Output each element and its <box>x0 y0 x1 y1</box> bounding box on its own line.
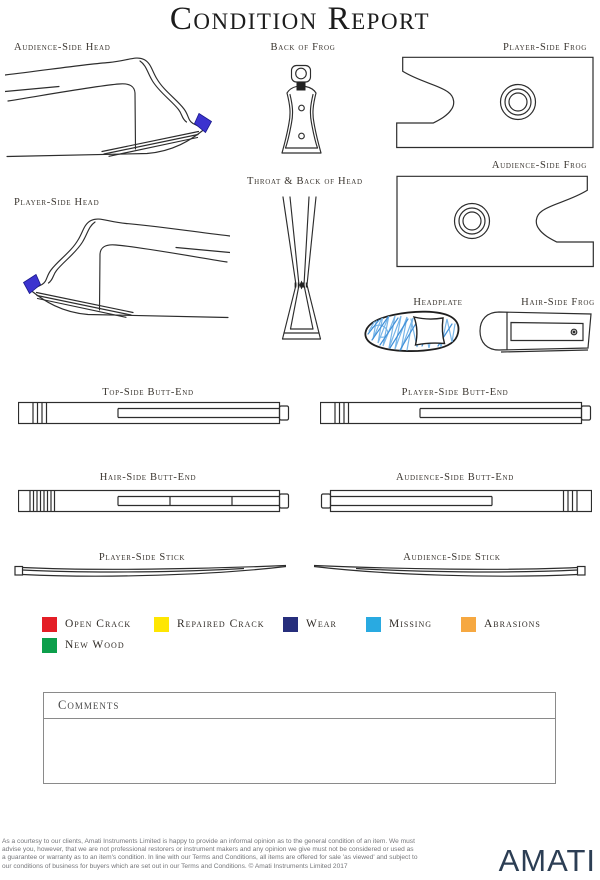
disclaimer-text <box>2 838 444 871</box>
butt-end-outline <box>19 403 289 424</box>
legend-item-open-crack <box>42 617 131 632</box>
throat-outline <box>283 197 321 339</box>
label-audience-side-butt-end: Audience-Side Butt-End <box>396 472 514 483</box>
amati-logo: AMATI <box>498 843 596 878</box>
legend-label: Wear <box>306 618 337 630</box>
stick-outline <box>314 566 585 577</box>
audience-side-frog-drawing <box>395 175 595 268</box>
legend-item-abrasions <box>461 617 541 632</box>
legend-item-missing <box>366 617 432 632</box>
legend-label: Repaired Crack <box>177 618 265 630</box>
back-of-frog-drawing <box>277 63 327 159</box>
player-side-butt-end-drawing <box>320 399 592 427</box>
stick-outline <box>15 566 286 577</box>
page-title: Condition Report <box>169 1 431 37</box>
label-audience-side-stick: Audience-Side Stick <box>403 552 501 563</box>
label-top-side-butt-end: Top-Side Butt-End <box>102 387 194 398</box>
label-back-of-frog: Back of Frog <box>270 42 336 53</box>
label-hair-side-frog: Hair-Side Frog <box>521 297 595 308</box>
disclaimer-line: a guarantee or warranty as to an item's condition. In line with our Terms and Conditions, all items are offered for sale 'as viewed' and subject to <box>2 854 418 862</box>
disclaimer-line: our conditions of business for buyers which are set out in our Terms and Conditions. © Amati Instruments Limited 2017 <box>2 862 348 870</box>
label-headplate: Headplate <box>413 297 463 308</box>
comments-label: Comments <box>58 698 120 712</box>
hair-side-frog-outline <box>480 312 591 352</box>
bow-head-outline <box>31 219 230 317</box>
label-audience-side-head: Audience-Side Head <box>14 42 111 53</box>
label-player-side-stick: Player-Side Stick <box>98 552 186 563</box>
legend-swatch-abrasions <box>461 617 476 632</box>
legend-item-new-wood <box>42 638 125 653</box>
legend-label: New Wood <box>65 639 125 651</box>
legend-swatch-wear <box>283 617 298 632</box>
butt-end-outline <box>321 403 591 424</box>
legend-item-wear <box>283 617 337 632</box>
label-player-side-frog: Player-Side Frog <box>503 42 587 53</box>
disclaimer-line: advise you, however, that we are not professional restorers or instrument makers and any opinion we give must not be considered or used as <box>2 846 414 854</box>
label-hair-side-butt-end: Hair-Side Butt-End <box>99 472 197 483</box>
label-throat-back-of-head: Throat & Back of Head <box>247 176 363 187</box>
frog-back-outline <box>282 66 321 154</box>
frog-side-outline <box>397 176 593 266</box>
legend-swatch-missing <box>366 617 381 632</box>
audience-side-stick-drawing <box>310 563 586 579</box>
bow-head-outline <box>5 58 204 156</box>
player-side-stick-drawing <box>14 563 290 579</box>
butt-end-outline <box>322 491 592 512</box>
legend-label: Missing <box>389 618 433 630</box>
audience-side-butt-end-drawing <box>320 487 592 515</box>
headplate-mortise <box>414 317 445 345</box>
frog-side-outline <box>397 57 593 147</box>
legend-swatch-repaired-crack <box>154 617 169 632</box>
label-audience-side-frog: Audience-Side Frog <box>491 160 587 171</box>
legend-item-repaired-crack <box>154 617 265 632</box>
label-player-side-butt-end: Player-Side Butt-End <box>401 387 509 398</box>
comments-header <box>44 693 555 719</box>
audience-side-head-drawing <box>5 53 230 165</box>
legend-swatch-new-wood <box>42 638 57 653</box>
label-player-side-head: Player-Side Head <box>14 197 100 208</box>
comments-input[interactable] <box>44 719 555 782</box>
hair-side-butt-end-drawing <box>18 487 290 515</box>
butt-end-outline <box>19 491 289 512</box>
headplate-drawing <box>362 306 462 356</box>
player-side-head-drawing <box>5 213 230 327</box>
throat-back-of-head-drawing <box>272 193 327 345</box>
comments-box <box>43 692 556 784</box>
legend-label: Open Crack <box>65 618 132 630</box>
legend-label: Abrasions <box>484 618 541 630</box>
hair-side-frog-drawing <box>477 310 597 354</box>
wear-mark-head-tip <box>195 114 212 133</box>
player-side-frog-drawing <box>395 56 595 149</box>
legend-swatch-open-crack <box>42 617 57 632</box>
wear-mark-head-tip <box>24 275 41 294</box>
disclaimer-line: As a courtesy to our clients, Amati Instruments Limited is happy to provide an informal opinion as to the general condition of an item. We must <box>2 838 415 845</box>
top-side-butt-end-drawing <box>18 399 290 427</box>
